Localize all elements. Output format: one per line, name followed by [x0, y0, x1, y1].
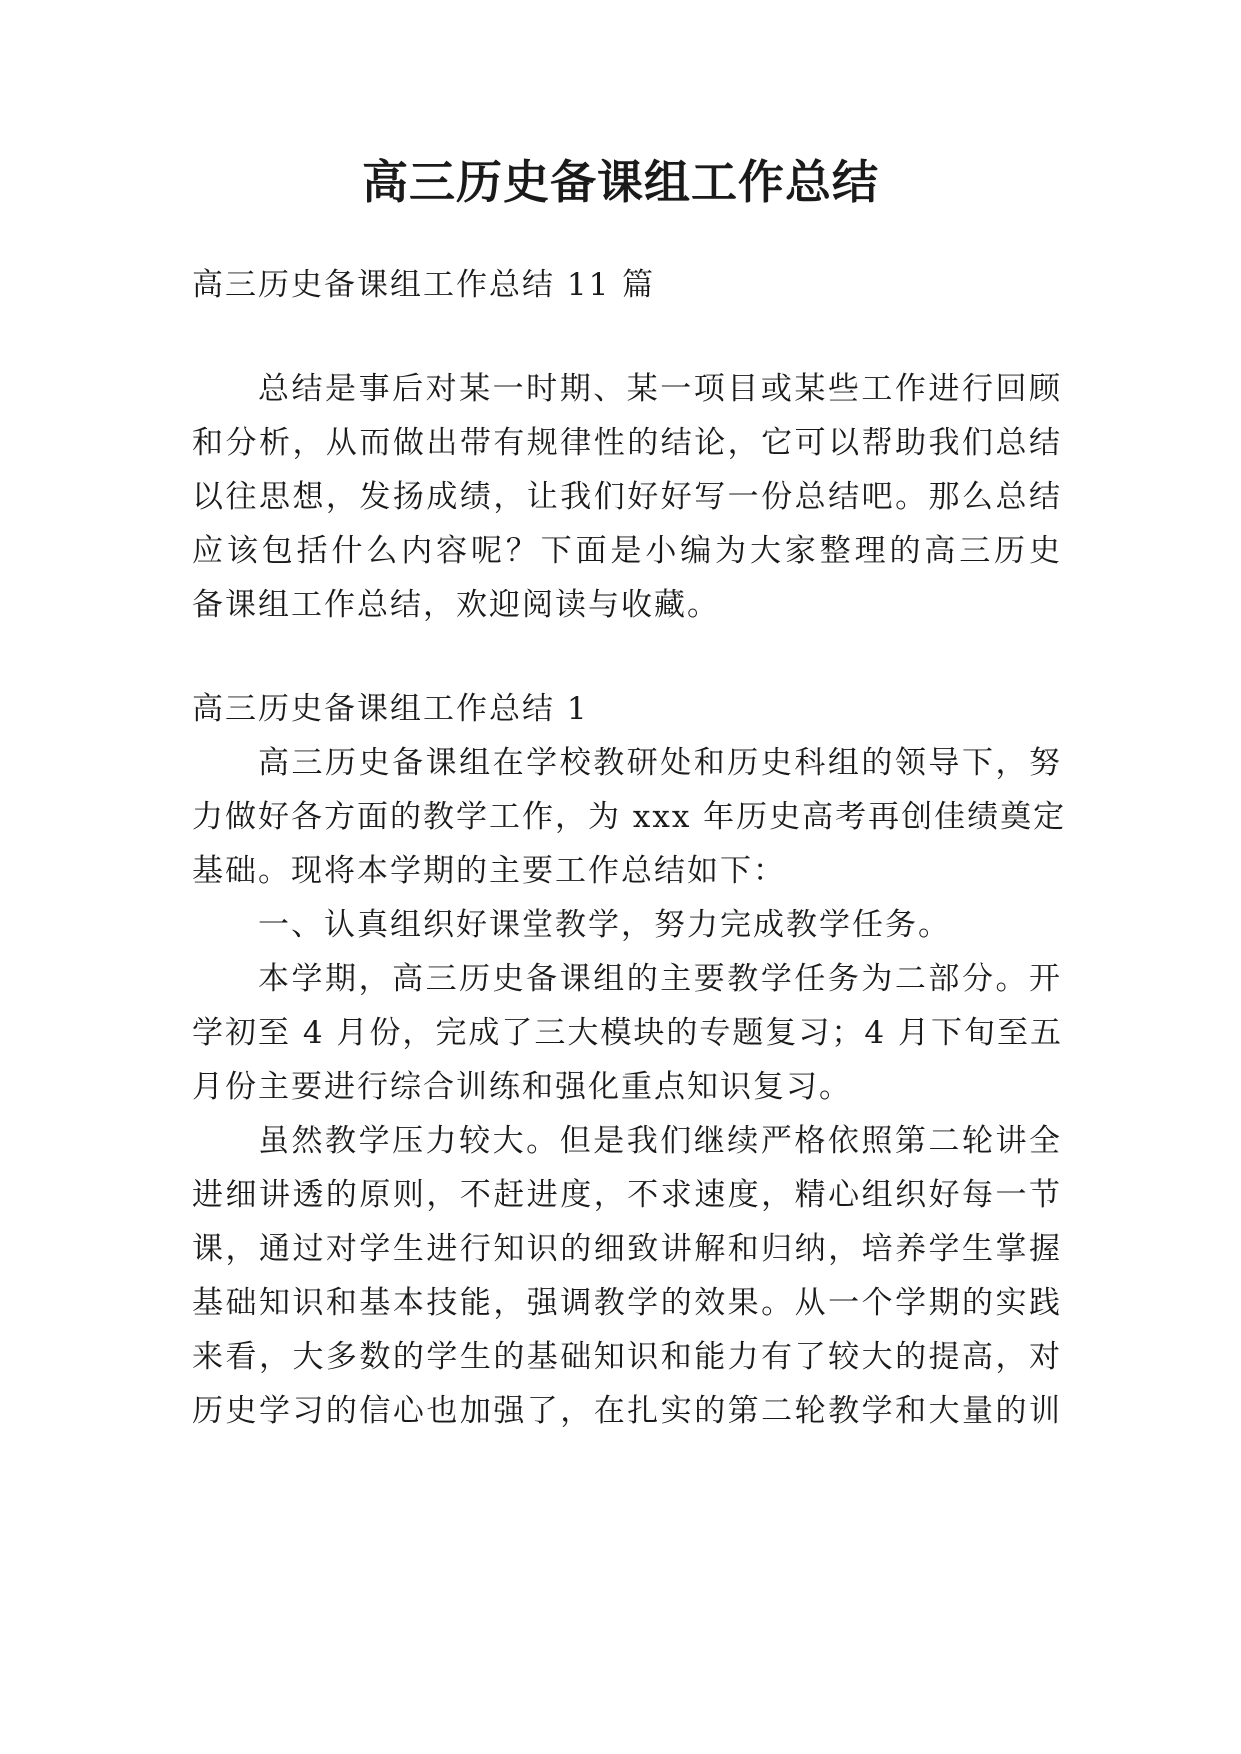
paragraph-line: 力做好各方面的教学工作，为 xxx 年历史高考再创佳绩奠定	[192, 799, 1067, 835]
section-heading: 高三历史备课组工作总结 1	[192, 691, 589, 727]
intro-line: 应该包括什么内容呢？下面是小编为大家整理的高三历史	[192, 533, 1062, 569]
paragraph-line: 月份主要进行综合训练和强化重点知识复习。	[192, 1069, 852, 1105]
point-heading: 一、认真组织好课堂教学，努力完成教学任务。	[258, 907, 951, 943]
document-title: 高三历史备课组工作总结	[362, 155, 879, 209]
paragraph-line: 基础。现将本学期的主要工作总结如下：	[192, 853, 786, 889]
paragraph-line: 进细讲透的原则，不赶进度，不求速度，精心组织好每一节	[192, 1177, 1062, 1213]
paragraph-line: 基础知识和基本技能，强调教学的效果。从一个学期的实践	[192, 1285, 1062, 1321]
intro-line: 备课组工作总结，欢迎阅读与收藏。	[192, 587, 720, 623]
paragraph-line: 历史学习的信心也加强了，在扎实的第二轮教学和大量的训	[192, 1393, 1062, 1429]
paragraph-line: 高三历史备课组在学校教研处和历史科组的领导下，努	[258, 745, 1062, 781]
paragraph-line: 本学期，高三历史备课组的主要教学任务为二部分。开	[258, 961, 1062, 997]
paragraph-line: 来看，大多数的学生的基础知识和能力有了较大的提高，对	[192, 1339, 1062, 1375]
paragraph-line: 虽然教学压力较大。但是我们继续严格依照第二轮讲全	[258, 1123, 1062, 1159]
document-subtitle: 高三历史备课组工作总结 11 篇	[192, 267, 656, 303]
intro-line: 总结是事后对某一时期、某一项目或某些工作进行回顾	[258, 371, 1062, 407]
paragraph-line: 课，通过对学生进行知识的细致讲解和归纳，培养学生掌握	[192, 1231, 1062, 1267]
intro-line: 和分析，从而做出带有规律性的结论，它可以帮助我们总结	[192, 425, 1062, 461]
intro-line: 以往思想，发扬成绩，让我们好好写一份总结吧。那么总结	[192, 479, 1062, 515]
paragraph-line: 学初至 4 月份，完成了三大模块的专题复习；4 月下旬至五	[192, 1015, 1064, 1051]
